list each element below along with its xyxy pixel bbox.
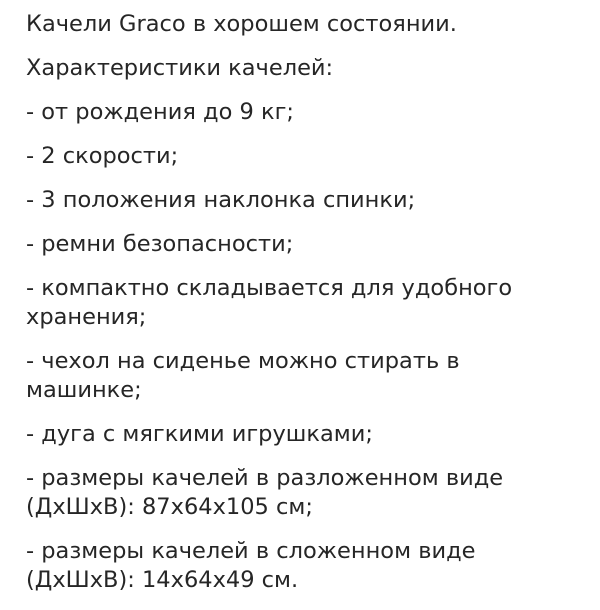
description-line-specs-heading: Характеристики качелей:	[26, 55, 334, 81]
description-line-folded-size: - размеры качелей в сложенном виде (ДхШхВ): 14х64х49 см.	[26, 538, 483, 593]
description-line-speeds: - 2 скорости;	[26, 143, 179, 169]
description-line-unfolded-size: - размеры качелей в разложенном виде (ДхШхВ): 87х64х105 см;	[26, 465, 511, 520]
description-line-title: Качели Graco в хорошем состоянии.	[26, 11, 457, 37]
description-line-folding: - компактно складывается для удобного хранения;	[26, 275, 520, 330]
description-line-recline: - 3 положения наклонка спинки;	[26, 187, 416, 213]
description-line-safety-belts: - ремни безопасности;	[26, 231, 294, 257]
description-line-toy-bar: - дуга с мягкими игрушками;	[26, 421, 373, 447]
description-line-washable-cover: - чехол на сиденье можно стирать в машинке;	[26, 348, 467, 403]
description-line-age-weight: - от рождения до 9 кг;	[26, 99, 294, 125]
